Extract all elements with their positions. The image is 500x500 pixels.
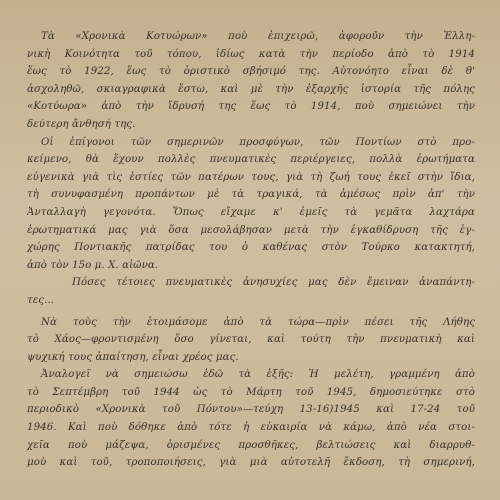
text-line: χεῖα ποὺ μάζεψα, ὁρισμένες προσθῆκες, βελτιώσεις καὶ διαρρυθ- [27,439,475,451]
text-line: ἐρωτηματικά μας γιὰ ὅσα μεσολάβησαν μετὰ τὴν ἐγκαθίδρυση τῆς ἐγ- [27,224,475,236]
paragraph [27,28,475,134]
text-line: Οἱ ἐπίγονοι τῶν σημερινῶν προσφύγων, τῶν Ποντίων στὸ προ- [41,136,475,148]
text-line: τὸ Χάος—φροντισμένη ὅσο γίνεται, καὶ τούτη τὴν πνευματικὴ καὶ [27,334,475,346]
paragraph [27,314,475,367]
text-line: μοὺ καὶ τοῦ, τροποποιήσεις, γιὰ μιὰ αὐτοτελῆ ἔκδοση, τὴ σημερινή, [27,457,475,469]
text-line: εὐγενικὰ γιὰ τὶς ἐστίες τῶν πατέρων τους, γιὰ τὴ ζωή τους ἐκεῖ στὴν ἴδια, [27,171,475,183]
text-line: ψυχική τους ἀπαίτηση, εἶναι χρέος μας. [27,351,239,363]
text-line: δεύτερη ἄνθησή της. [27,118,136,130]
paragraph [27,134,475,275]
text-line: νικὴ Κοινότητα τοῦ τόπου, ἰδίως κατὰ τὴν περίοδο ἀπὸ τὸ 1914 [27,48,475,60]
text-line: ἀσχοληθῶ, σκιαγραφικὰ ἔστω, καὶ μὲ τὴν ἐξαρχῆς ἱστορία τῆς πόλης [27,83,475,95]
text-line: τες... [27,294,55,306]
text-line: περιοδικὸ «Χρονικὰ τοῦ Πόντου»—τεύχη 13-16)1945 καὶ 17-24 τοῦ [27,404,475,416]
text-line: τὸ Σεπτέμβρη τοῦ 1944 ὡς τὸ Μάρτη τοῦ 1945, δημοσιεύτηκε στὸ [27,386,475,398]
text-line: τὴ συνυφασμένη προπάντων μὲ τὰ τραγικά, τὰ ἀμέσως πρὶν ἀπ' τὴν [27,189,475,201]
text-line: ἕως τὸ 1922, ἕως τὸ ὁριστικὸ σβήσιμό της. Αὐτονόητο εἶναι δὲ θ' [27,66,475,78]
page-body-text [27,28,475,472]
text-line: Τὰ «Χρονικὰ Κοτυώρων» ποὺ ἐπιχειρῶ, ἀφοροῦν τὴν Ἑλλη- [41,31,475,42]
text-line: ἀπὸ τὸν 15ο μ. Χ. αἰῶνα. [27,259,159,271]
text-line: χώρης Ποντιακῆς πατρίδας του ὁ καθένας στὸν Τούρκο κατακτητή, [27,242,475,254]
text-line: Νὰ τοὺς τὴν ἑτοιμάσομε ἀπὸ τὰ τώρα—πρὶν πέσει τῆς Λήθης [41,316,475,328]
text-line: Ἀνταλλαγὴ γεγονότα. Ὅπως εἴχαμε κ' ἐμεῖς τὰ γεμᾶτα λαχτάρα [27,206,475,218]
text-line: κείμενο, θὰ ἔχουν πολλὲς πνευματικὲς περιέργειες, πολλὰ ἐρωτήματα [27,154,475,166]
paragraph [27,274,475,309]
text-line: Πόσες τέτοιες πνευματικὲς ἀνησυχίες μας δὲν ἔμειναν ἀναπάντη- [72,277,475,289]
text-line: Ἀναλογεῖ νὰ σημειώσω ἐδῶ τὰ ἑξῆς: Ἡ μελέτη, γραμμένη ἀπὸ [41,369,475,381]
text-line: 1946. Καὶ ποὺ δόθηκε ἀπὸ τότε ἡ εὐκαιρία νὰ κάμω, ἀπὸ νέα στοι- [27,422,475,434]
paragraph [27,366,475,472]
text-line: «Κοτύωρα» ἀπὸ τὴν ἵδρυσή της ἕως τὸ 1914, ποὺ σημειώνει τὴν [27,101,475,113]
